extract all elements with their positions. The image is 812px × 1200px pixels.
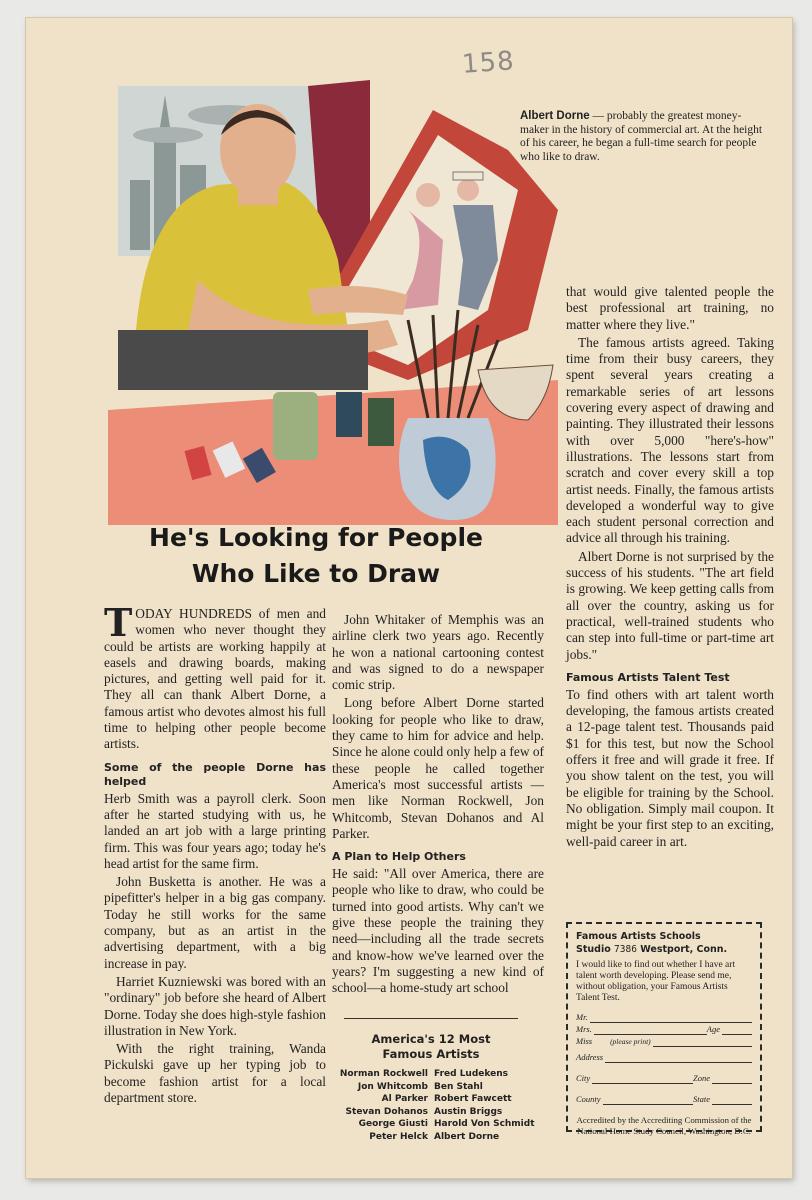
subheading-talent-test: Famous Artists Talent Test xyxy=(566,670,730,684)
subheading-people-helped: Some of the people Dorne has helped xyxy=(104,760,326,788)
paragraph-john-whitaker: John Whitaker of Memphis was an airline clerk two years ago. Recently he won a national cartooning contest and was signed to do a newspaper comic strip. xyxy=(332,612,544,693)
field-label-age: Age xyxy=(706,1024,720,1034)
field-line[interactable] xyxy=(722,1025,752,1035)
field-label-city: City xyxy=(576,1073,591,1083)
coupon-accreditation: Accredited by the Accrediting Commission of the National Home Study Council, Washington, D.C. xyxy=(576,1115,752,1136)
coupon-studio-number: 7386 xyxy=(614,944,637,955)
field-label-mrs: Mrs. xyxy=(576,1024,592,1034)
coupon-location: Westport, Conn. xyxy=(640,944,728,955)
field-label-miss: Miss xyxy=(576,1036,593,1046)
famous-artists-title-2: Famous Artists xyxy=(382,1047,480,1061)
paragraph-wanda-pickulski: With the right training, Wanda Pickulski gave up her typing job to become fashion artist for a local department store. xyxy=(104,1041,326,1106)
coupon-field-address[interactable] xyxy=(576,1052,752,1063)
paragraph-he-said: He said: "All over America, there are people who like to draw, who could be turned into good artists. Why can't we give these people the training they need—including all the trade secrets and know-how we've learned over the years? I'm suggesting a new kind of school—a home-study art school xyxy=(332,866,544,996)
famous-artists-title-1: America's 12 Most xyxy=(371,1032,491,1046)
paragraph-continuation: that would give talented people the best professional art training, no matter where they live." xyxy=(566,284,774,332)
article-column-3 xyxy=(566,284,774,852)
artist-name: Albert Dorne xyxy=(434,1131,500,1142)
paragraph-talent-test: To find others with art talent worth developing, the famous artists created a 12-page talent test. Thousands paid $1 for this test, but now the School offers it free and will grade it free. If you show talent on the test, you will be eligible for training by the School. No obligation. Simply mail coupon. It might be your first step to an exciting, well-paid career in art. xyxy=(566,686,774,849)
field-line[interactable] xyxy=(712,1074,752,1084)
field-label-county: County xyxy=(576,1094,601,1104)
pencil-price-note: 158 xyxy=(461,46,516,80)
artist-name: Norman Rockwell xyxy=(339,1069,428,1079)
artist-name: Fred Ludekens xyxy=(434,1069,508,1079)
drop-cap: T xyxy=(104,600,133,645)
field-label-address: Address xyxy=(576,1052,604,1062)
paragraph-herb-smith: Herb Smith was a payroll clerk. Soon after he started studying with us, he landed an art job with a large printing firm. This was four years ago; today he's head artist for the same firm. xyxy=(104,790,326,871)
field-line[interactable] xyxy=(594,1025,707,1035)
field-label-mr: Mr. xyxy=(576,1012,588,1022)
coupon-field-miss[interactable] xyxy=(576,1036,752,1047)
article-column-2 xyxy=(332,612,544,999)
paragraph-john-busketta: John Busketta is another. He was a pipefitter's helper in a big gas company. Today he still works for the same company, but as an artist in the advertising department, with a big increase in pay. xyxy=(104,874,326,971)
field-line[interactable] xyxy=(603,1095,693,1105)
field-line[interactable] xyxy=(605,1053,752,1063)
divider-rule xyxy=(344,1018,518,1019)
intro-text: of men and women who never thought they could be artists are working happily at easels and drawing boards, making pictures, and getting well paid for it. They all can thank Albert Dorne, a famous artist who devotes almost his full time to helping other people become artists. xyxy=(104,606,326,752)
coupon-field-city-zone[interactable] xyxy=(576,1073,752,1084)
coupon-field-mr[interactable] xyxy=(576,1012,752,1023)
mail-in-coupon[interactable] xyxy=(566,922,762,1136)
famous-artists-list xyxy=(326,1032,536,1143)
subheading-plan: A Plan to Help Others xyxy=(332,850,466,864)
paragraph-not-surprised: Albert Dorne is not surprised by the success of his students. "The art field is growing. We keep getting calls from all over the country, asking us for practical, well-trained students who can step into full-time or part-time art jobs." xyxy=(566,548,774,662)
coupon-field-county-state[interactable] xyxy=(576,1094,752,1105)
caption-name: Albert Dorne xyxy=(520,110,590,122)
headline-line-1: He's Looking for People xyxy=(149,523,483,552)
artist-name: Robert Fawcett xyxy=(434,1094,512,1104)
headline-line-2: Who Like to Draw xyxy=(191,559,441,588)
caption-text: — probably the greatest money-maker in the history of commercial art. At the height of his career, he began a full-time search for people who like to draw. xyxy=(520,110,763,163)
artist-name: Al Parker xyxy=(381,1094,428,1104)
paragraph-artists-agreed: The famous artists agreed. Taking time from their busy careers, they spent several years creating a remarkable series of art lessons covering every aspect of drawing and painting. They illustrated their lessons with over 5,000 "here's-how" illustrations. The lessons start from scratch and cover every skill a top artist needs. Finally, the famous artists developed a wonderful way to give each student personal correction and advice all through his training. xyxy=(566,334,774,546)
coupon-studio-label: Studio xyxy=(576,944,611,955)
field-line[interactable] xyxy=(590,1013,752,1023)
coupon-field-mrs-age[interactable] xyxy=(576,1024,752,1035)
artist-illustration xyxy=(108,80,558,525)
field-line[interactable] xyxy=(653,1037,752,1047)
article-column-1 xyxy=(104,600,326,1108)
artist-name: Stevan Dohanos xyxy=(345,1106,428,1117)
artist-name: George Giusti xyxy=(358,1119,428,1129)
comic-back-page xyxy=(26,18,792,1178)
field-line[interactable] xyxy=(592,1074,693,1084)
field-label-state: State xyxy=(693,1094,710,1104)
artist-name: Harold Von Schmidt xyxy=(434,1119,535,1129)
coupon-body: I would like to find out whether I have art talent worth developing. Please send me, without obligation, your Famous Artists Talent Test. xyxy=(576,960,736,1003)
artist-name: Peter Helck xyxy=(369,1131,428,1142)
paragraph-harriet-kuzniewski: Harriet Kuzniewski was bored with an "ordinary" job before she heard of Albert Dorne. Today she does high-style fashion illustration in New York. xyxy=(104,973,326,1038)
paragraph-long-before: Long before Albert Dorne started looking for people who like to draw, they came to him for advice and help. Since he alone could only help a few of these people he called together America's most successful artists —men like Norman Rockwell, Jon Whitcomb, Stevan Dohanos and Al Parker. xyxy=(332,695,544,841)
field-line[interactable] xyxy=(712,1095,752,1105)
field-label-zone: Zone xyxy=(693,1073,710,1083)
intro-paragraph xyxy=(104,600,326,753)
artist-name: Jon Whitcomb xyxy=(357,1081,428,1092)
portrait-caption xyxy=(520,110,770,164)
coupon-school-name: Famous Artists Schools xyxy=(576,931,701,942)
artist-names-grid xyxy=(326,1068,536,1143)
field-hint-print: (please print) xyxy=(610,1037,651,1046)
artist-name: Austin Briggs xyxy=(434,1106,503,1117)
coupon-studio-line xyxy=(576,943,752,956)
artist-name: Ben Stahl xyxy=(434,1081,483,1092)
intro-caps: ODAY HUNDREDS xyxy=(135,606,252,621)
headline xyxy=(86,520,546,592)
